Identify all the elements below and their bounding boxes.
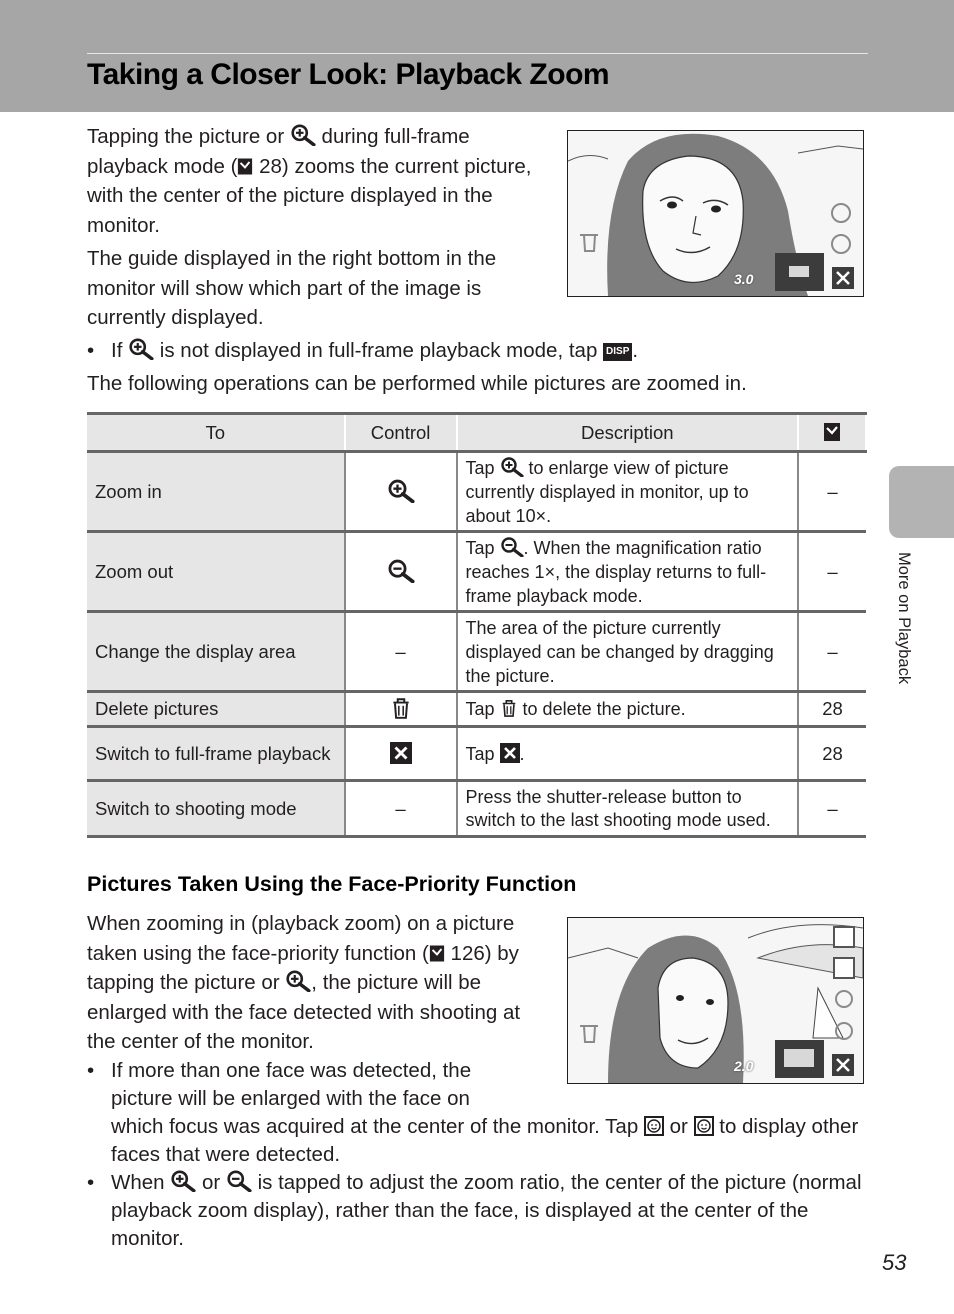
table-cell-description: The area of the picture currently displayed can be changed by dragging the picture. <box>457 612 799 692</box>
zoom-in-icon <box>500 457 524 477</box>
table-cell-description: Press the shutter-release button to switch to the last shooting mode used. <box>457 781 799 837</box>
face-priority-paragraph: When zooming in (playback zoom) on a picture taken using the face-priority function ( 126) by tapping the picture or , the picture will be enlarged with the face detected with shooting at the center of the monitor. <box>87 912 521 1053</box>
trash-icon <box>500 698 518 718</box>
table-cell-reference: – <box>798 612 866 692</box>
table-row <box>87 612 866 692</box>
zoom-out-icon <box>226 1170 252 1192</box>
table-row <box>87 452 866 532</box>
column-header-to: To <box>87 414 345 452</box>
bullet-text: which focus was acquired at the center of the monitor. Tap <box>111 1115 644 1138</box>
page-title: Taking a Closer Look: Playback Zoom <box>87 58 610 91</box>
table-cell-to: Switch to shooting mode <box>87 781 345 837</box>
zoom-in-icon <box>285 970 311 992</box>
column-header-control: Control <box>345 414 457 452</box>
table-cell-reference: – <box>798 532 866 612</box>
table-header-row <box>87 414 866 452</box>
table-cell-to: Switch to full-frame playback <box>87 727 345 781</box>
table-cell-control <box>345 532 457 612</box>
close-icon <box>390 742 412 764</box>
reference-book-icon <box>429 944 445 963</box>
intro-paragraph-3: The following operations can be performed while pictures are zoomed in. <box>87 372 747 395</box>
table-cell-to: Change the display area <box>87 612 345 692</box>
close-icon <box>500 743 520 763</box>
table-cell-reference: – <box>798 452 866 532</box>
table-cell-to: Zoom in <box>87 452 345 532</box>
zoom-out-icon <box>387 559 415 583</box>
table-cell-reference: 28 <box>798 727 866 781</box>
table-row <box>87 692 866 727</box>
zoom-ratio-label: 2.0 <box>734 1058 754 1074</box>
header-rule <box>87 53 868 54</box>
table-cell-control <box>345 452 457 532</box>
face-next-icon <box>694 1116 714 1136</box>
table-cell-description: Tap . <box>457 727 799 781</box>
table-row <box>87 727 866 781</box>
table-cell-to: Zoom out <box>87 532 345 612</box>
zoom-ratio-label: 3.0 <box>734 271 754 287</box>
bullet-text: If more than one face was detected, the picture will be enlarged with the face on <box>111 1059 472 1110</box>
disp-icon: DISP <box>603 343 632 361</box>
table-cell-description: Tap . When the magnification ratio reaches 1×, the display returns to full-frame playback mode. <box>457 532 799 612</box>
intro-paragraph-1: Tapping the picture or during full-frame playback mode ( 28) zooms the current picture, with the center of the picture displayed in the monitor. <box>87 125 532 237</box>
face-previous-icon <box>644 1116 664 1136</box>
table-cell-description: Tap to delete the picture. <box>457 692 799 727</box>
table-row <box>87 532 866 612</box>
column-header-description: Description <box>457 414 799 452</box>
section-heading: Pictures Taken Using the Face-Priority Function <box>87 872 577 896</box>
playback-zoom-screen <box>567 130 864 297</box>
reference-book-icon <box>823 422 841 442</box>
chapter-header-bar <box>0 0 954 112</box>
table-cell-to: Delete pictures <box>87 692 345 727</box>
table-cell-description: Tap to enlarge view of picture currently displayed in monitor, up to about 10×. <box>457 452 799 532</box>
table-cell-control <box>345 727 457 781</box>
zoom-in-icon <box>170 1170 196 1192</box>
table-cell-control: – <box>345 781 457 837</box>
table-cell-reference: 28 <box>798 692 866 727</box>
zoom-out-icon <box>500 537 524 557</box>
zoom-in-icon <box>290 124 316 146</box>
zoom-operations-table <box>87 412 867 838</box>
zoom-in-icon <box>128 338 154 360</box>
page-number: 53 <box>882 1250 907 1275</box>
table-cell-control: – <box>345 612 457 692</box>
table-cell-reference: – <box>798 781 866 837</box>
intro-paragraph-2: The guide displayed in the right bottom in the monitor will show which part of the image is currently displayed. <box>87 247 497 329</box>
column-header-reference <box>798 414 866 452</box>
trash-icon <box>390 696 412 720</box>
chapter-side-tab <box>889 466 954 538</box>
reference-book-icon <box>237 157 253 176</box>
chapter-side-label: More on Playback <box>895 552 913 685</box>
table-row <box>87 781 866 837</box>
table-cell-control <box>345 692 457 727</box>
zoom-in-icon <box>387 479 415 503</box>
zoomed-portrait-illustration <box>568 131 863 296</box>
